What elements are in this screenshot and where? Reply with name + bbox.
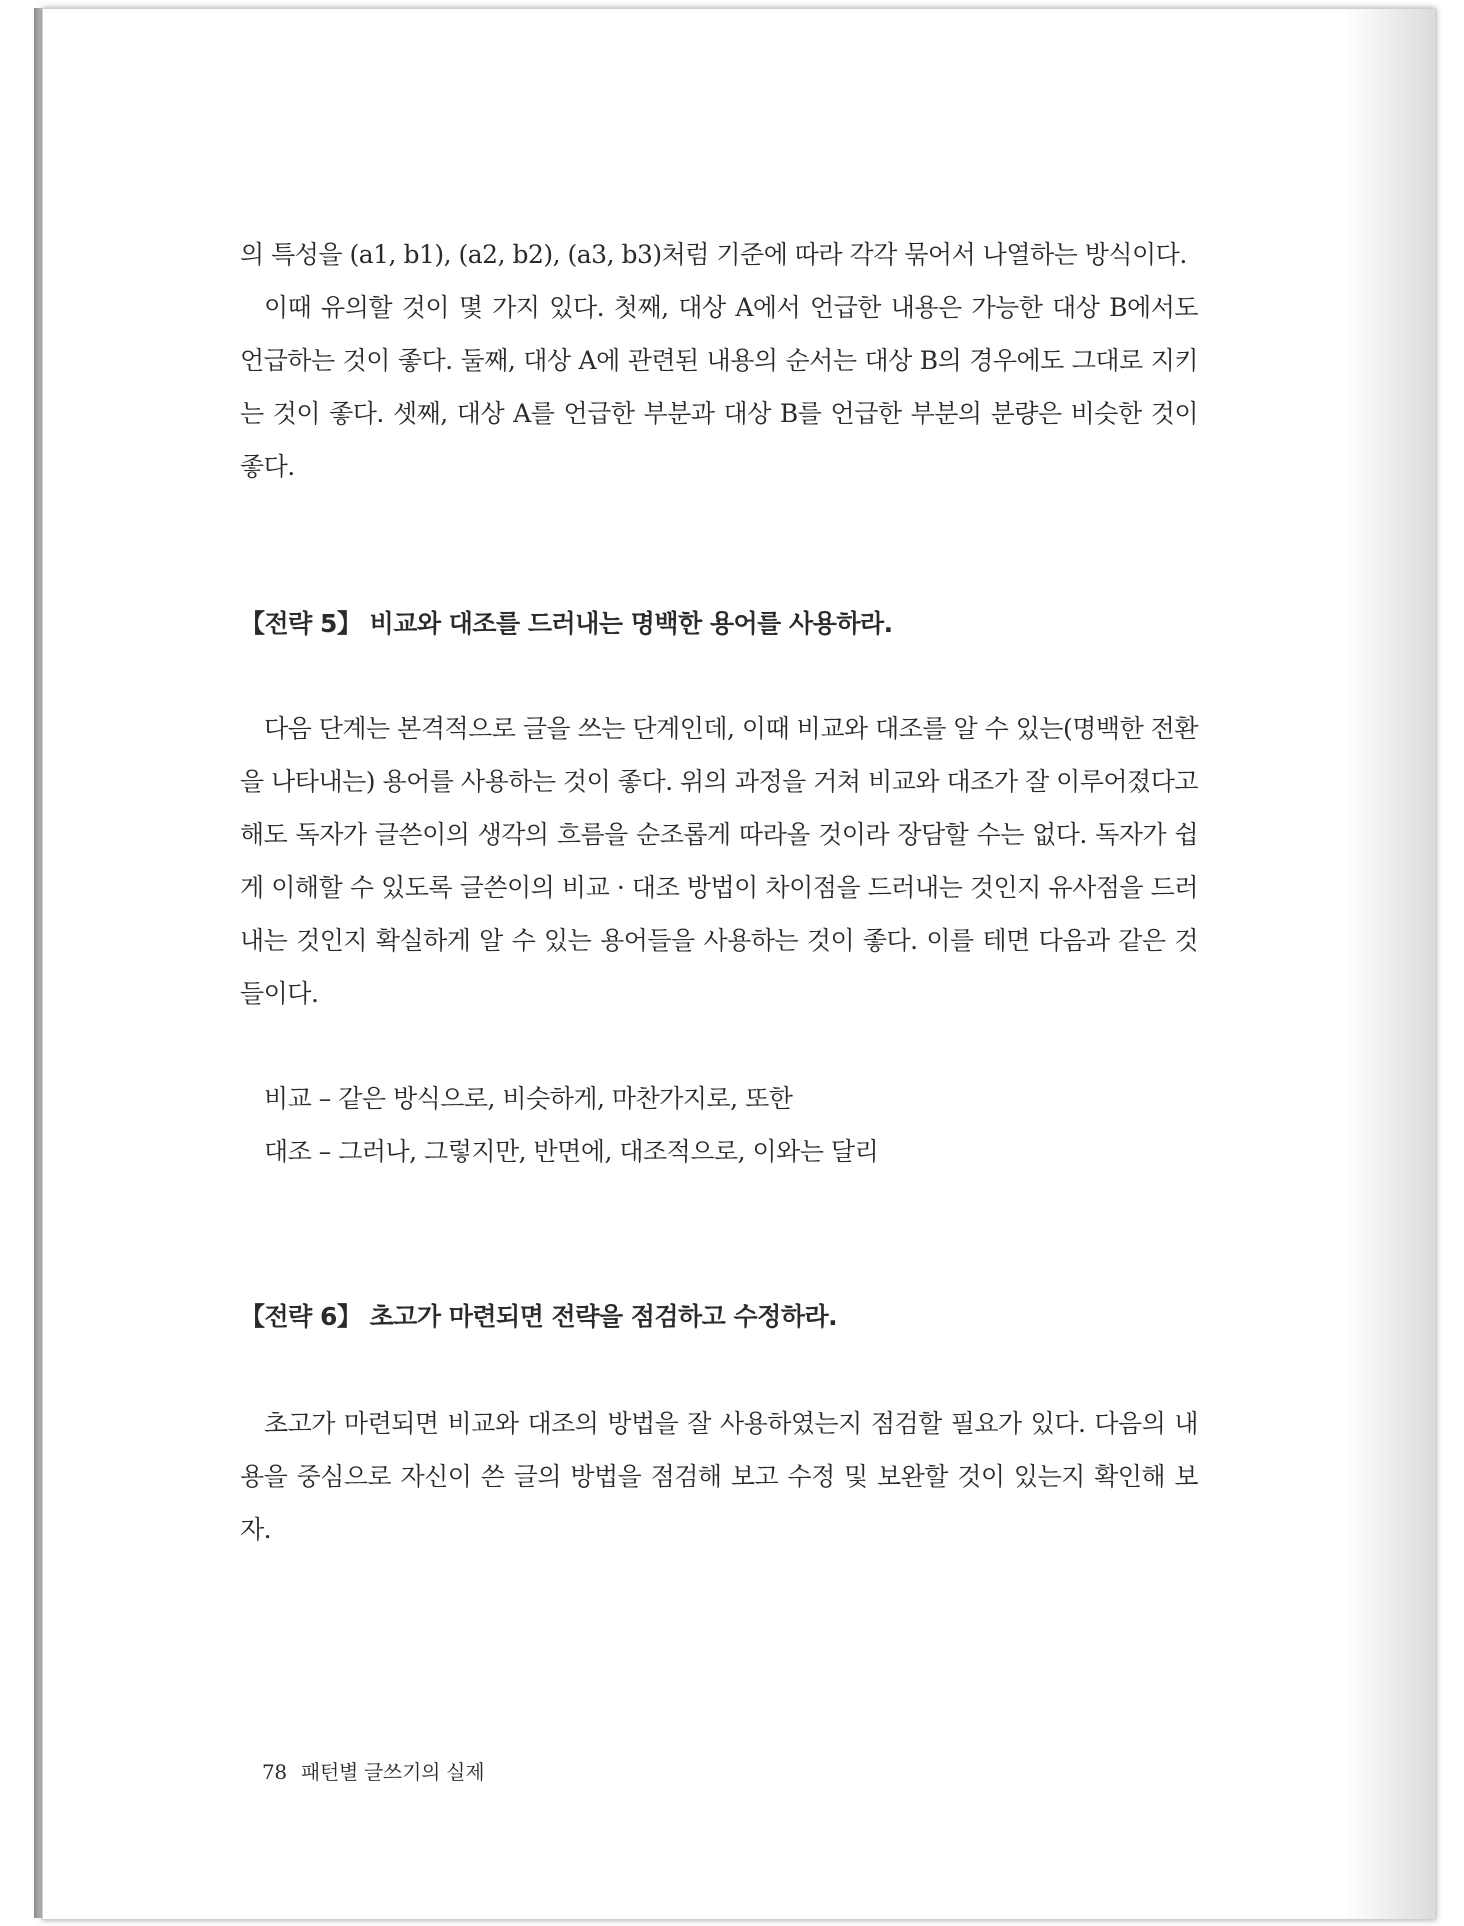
page-content [240,228,1198,1556]
page-number: 78 [262,1760,287,1784]
page-footer [262,1756,484,1785]
paragraph-3: 다음 단계는 본격적으로 글을 쓰는 단계인데, 이때 비교와 대조를 알 수 있는(명백한 전환을 나타내는) 용어를 사용하는 것이 좋다. 위의 과정을 거쳐 비교와 대조가 잘 이루어졌다고 해도 독자가 글쓴이의 생각의 흐름을 순조롭게 따라올 것이라 장담할 수는 없다. 독자가 쉽게 이해할 수 있도록 글쓴이의 비교 · 대조 방법이 차이점을 드러내는 것인지 유사점을 드러내는 것인지 확실하게 알 수 있는 용어들을 사용하는 것이 좋다. 이를 테면 다음과 같은 것들이다. [240,714,1198,1008]
page-shadow [1345,9,1435,1919]
list-item-contrast: 대조 – 그러나, 그렇지만, 반면에, 대조적으로, 이와는 달리 [264,1137,879,1166]
strategy-5-heading: 【전략 5】 비교와 대조를 드러내는 명백한 용어를 사용하라. [240,609,893,638]
paragraph-4: 초고가 마련되면 비교와 대조의 방법을 잘 사용하였는지 점검할 필요가 있다. 다음의 내용을 중심으로 자신이 쓴 글의 방법을 점검해 보고 수정 및 보완할 것이 있는지 확인해 보자. [240,1409,1198,1544]
list-item-compare: 비교 – 같은 방식으로, 비슷하게, 마찬가지로, 또한 [264,1084,793,1113]
paragraph-1: 의 특성을 (a1, b1), (a2, b2), (a3, b3)처럼 기준에 따라 각각 묶어서 나열하는 방식이다. [240,240,1187,269]
strategy-6-heading: 【전략 6】 초고가 마련되면 전략을 점검하고 수정하라. [240,1302,838,1331]
paragraph-2: 이때 유의할 것이 몇 가지 있다. 첫째, 대상 A에서 언급한 내용은 가능한 대상 B에서도 언급하는 것이 좋다. 둘째, 대상 A에 관련된 내용의 순서는 대상 B의 경우에도 그대로 지키는 것이 좋다. 셋째, 대상 A를 언급한 부분과 대상 B를 언급한 부분의 분량은 비슷한 것이 좋다. [240,293,1198,481]
book-title: 패턴별 글쓰기의 실제 [300,1760,485,1784]
